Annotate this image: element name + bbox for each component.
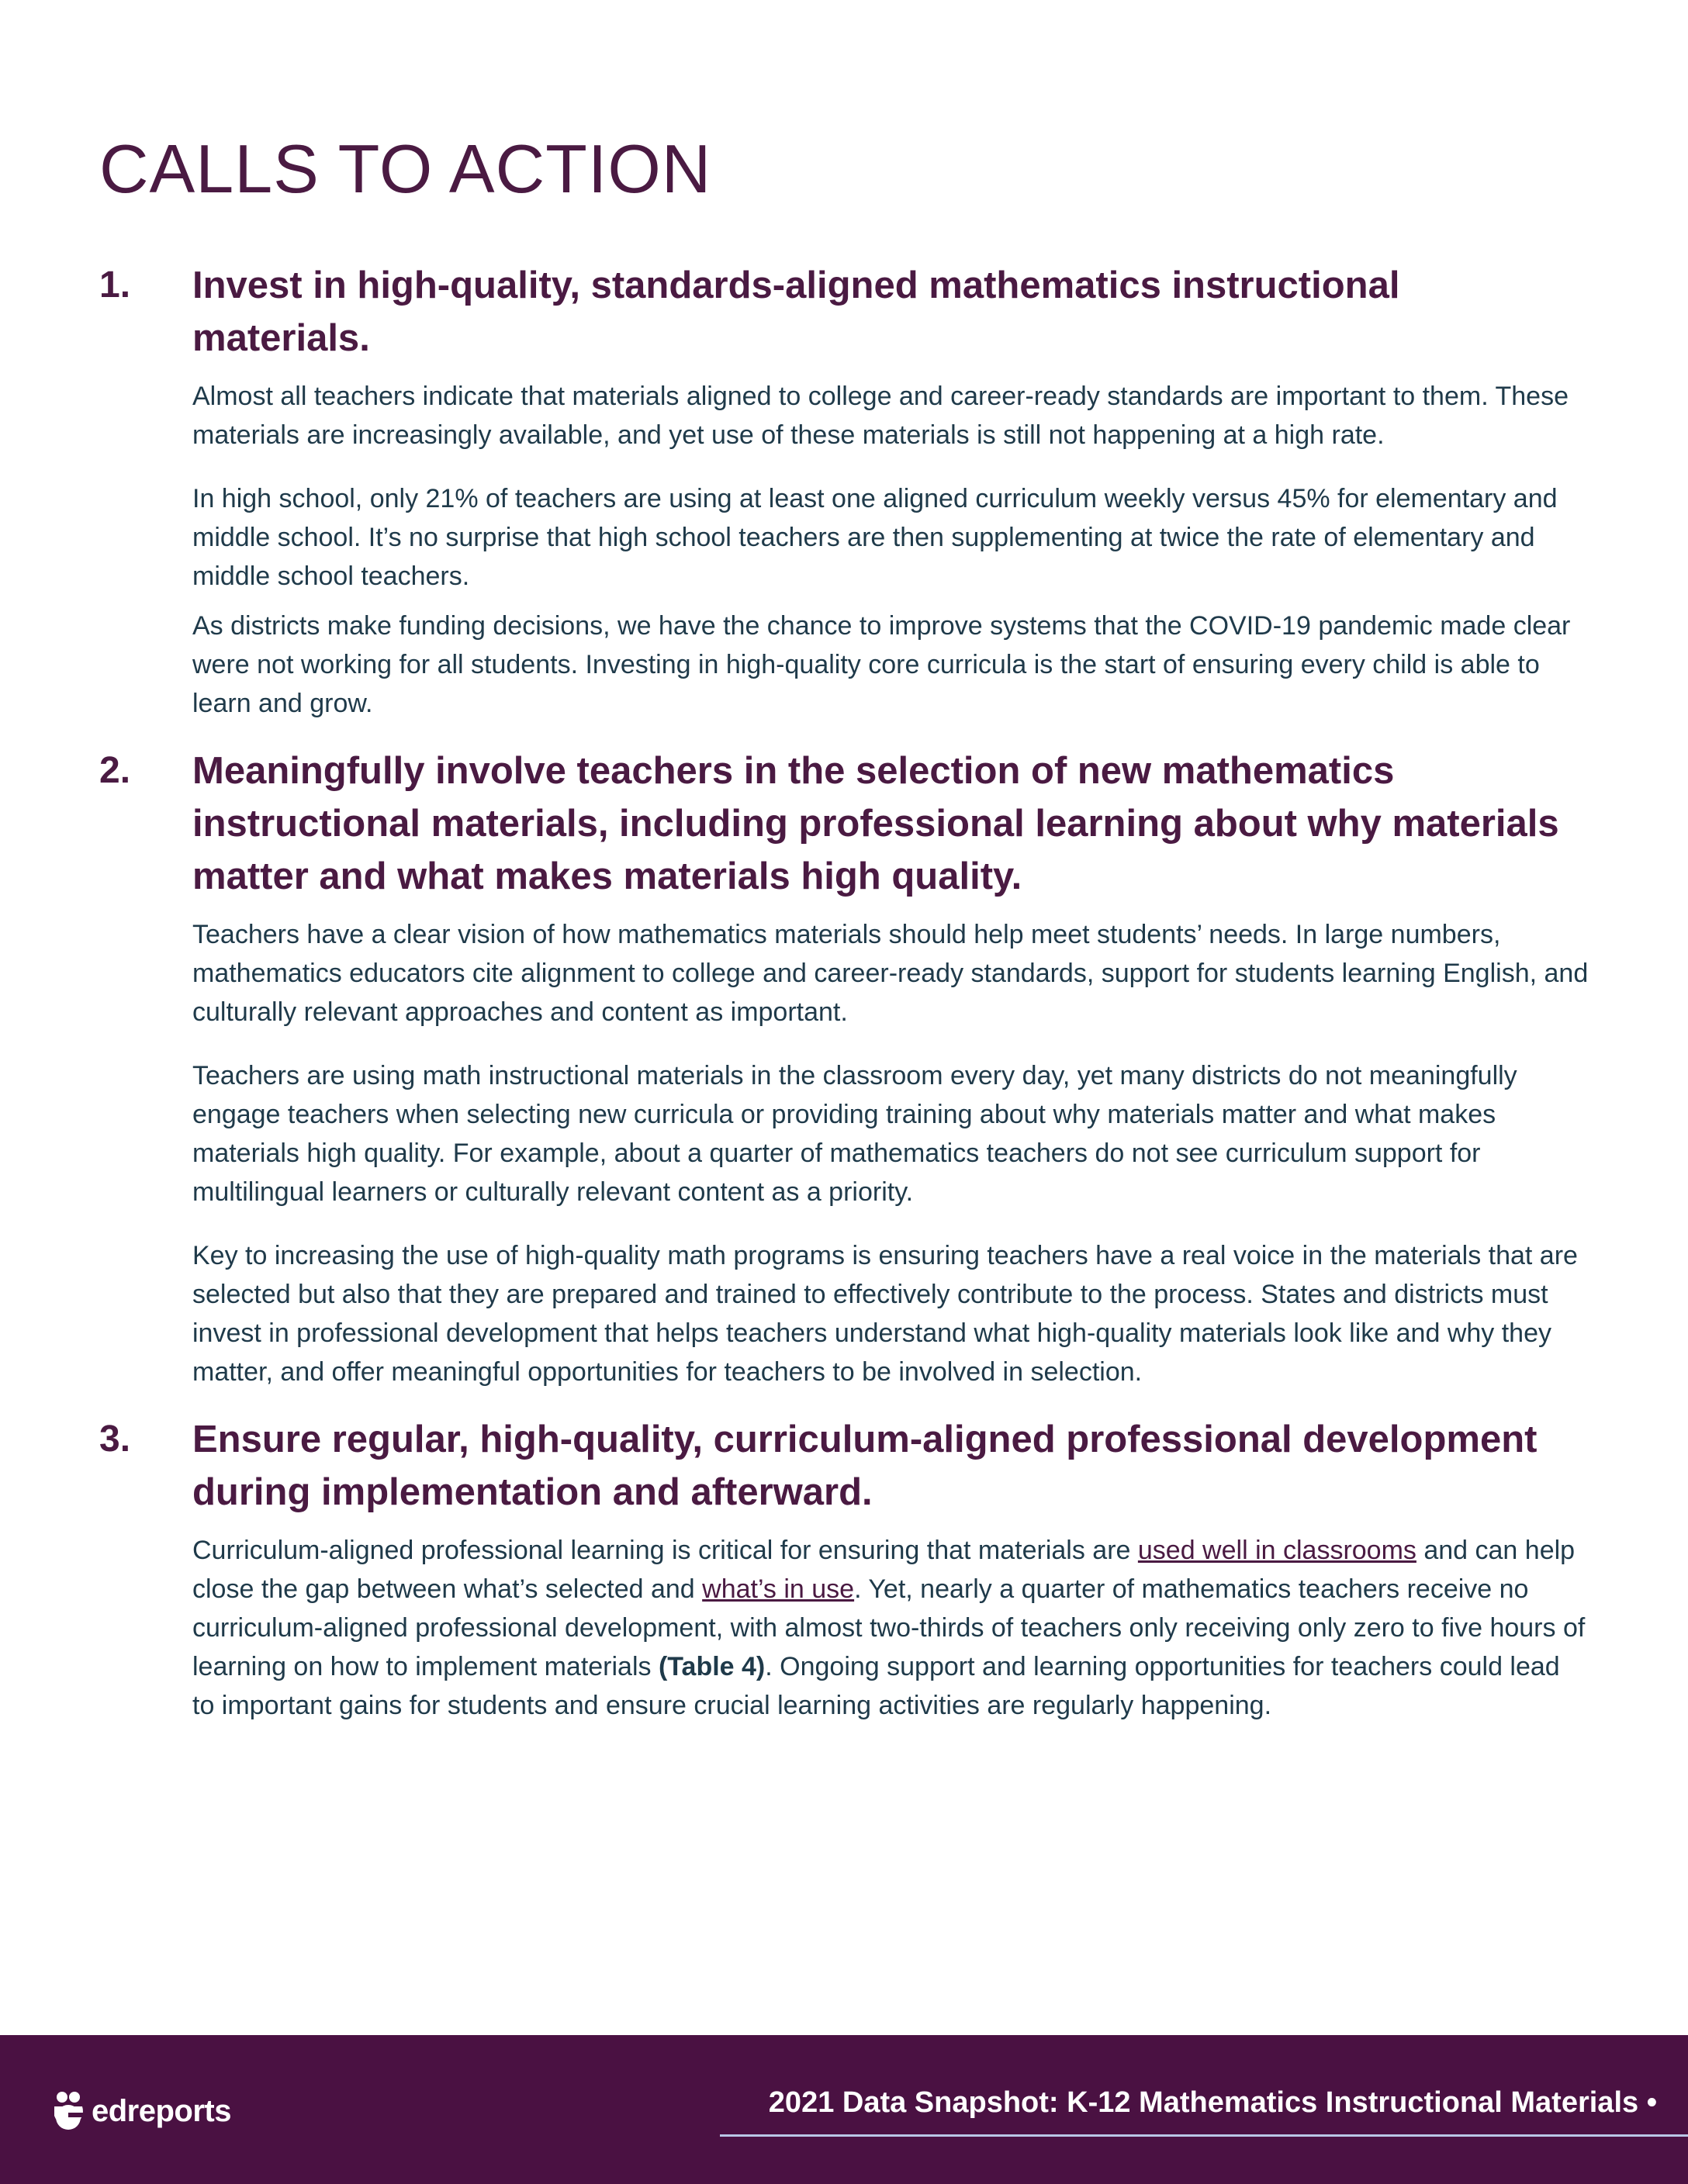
action-heading: Ensure regular, high-quality, curriculum-aligned professional development during implementation and afterward.	[192, 1419, 1538, 1513]
whats-in-use-link[interactable]: what’s in use	[702, 1574, 855, 1604]
paragraph-text: and can help close the gap between what’s selected and	[192, 1536, 1576, 1604]
table-reference: (Table 4)	[658, 1652, 766, 1681]
used-well-in-classrooms-link[interactable]: used well in classrooms	[1137, 1536, 1416, 1565]
calls-to-action-list	[99, 259, 1589, 1725]
action-paragraph: Teachers are using math instructional materials in the classroom every day, yet many districts do not meaningfully engage teachers when selecting new curricula or providing training about why materials matter and what makes materials high quality. For example, about a quarter of mathematics teachers do not see curriculum support for multilingual learners or culturally relevant content as a priority.	[192, 1061, 1517, 1207]
action-number: 3.	[99, 1419, 131, 1460]
action-paragraph: Almost all teachers indicate that materials aligned to college and career-ready standards are important to them. These materials are increasingly available, and yet use of these materials is still not happening at a high rate.	[192, 382, 1569, 450]
page-title: CALLS TO ACTION	[99, 130, 712, 207]
page-footer	[0, 2035, 1688, 2184]
action-number: 2.	[99, 750, 131, 791]
edreports-logo-icon	[51, 2089, 88, 2133]
action-paragraph	[192, 1531, 1589, 1725]
action-item-2	[99, 745, 1589, 1391]
action-paragraph: Key to increasing the use of high-quality math programs is ensuring teachers have a real voice in the materials that are selected but also that they are prepared and trained to effectively contribute to the process. States and districts must invest in professional development that helps teachers understand what high-quality materials look like and why they matter, and offer meaningful opportunities for teachers to be involved in selection.	[192, 1241, 1578, 1387]
action-paragraph: Teachers have a clear vision of how mathematics materials should help meet students’ needs. In large numbers, mathematics educators cite alignment to college and career-ready standards, support for students learning English, and culturally relevant approaches and content as important.	[192, 920, 1589, 1027]
logo-text: edreports	[92, 2093, 231, 2128]
action-paragraph: In high school, only 21% of teachers are using at least one aligned curriculum weekly versus 45% for elementary and middle school. It’s no surprise that high school teachers are then supplementing at twice the rate of elementary and middle school teachers.	[192, 484, 1558, 591]
action-heading: Meaningfully involve teachers in the selection of new mathematics instructional materials, including professional learning about why materials matter and what makes materials high quality.	[192, 750, 1559, 897]
action-item-3	[99, 1413, 1589, 1725]
paragraph-text: Curriculum-aligned professional learning is critical for ensuring that materials are	[192, 1536, 1138, 1565]
action-heading: Invest in high-quality, standards-aligned mathematics instructional materials.	[192, 264, 1400, 359]
footer-divider	[720, 2134, 1688, 2137]
footer-title: 2021 Data Snapshot: K-12 Mathematics Instructional Materials •	[768, 2086, 1657, 2119]
paragraph-text: . Yet, nearly a quarter of mathematics teachers receive no curriculum-aligned professional development, with almost two-thirds of teachers only receiving only zero to five hours of learning on how to implement materials	[192, 1574, 1586, 1681]
edreports-logo	[51, 2086, 231, 2136]
action-paragraph: As districts make funding decisions, we have the chance to improve systems that the COVID-19 pandemic made clear were not working for all students. Investing in high-quality core curricula is the start of ensuring every child is able to learn and grow.	[192, 611, 1571, 718]
action-number: 1.	[99, 264, 131, 306]
action-item-1	[99, 259, 1589, 723]
paragraph-text: . Ongoing support and learning opportunities for teachers could lead to important gains for students and ensure crucial learning activities are regularly happening.	[192, 1652, 1560, 1720]
